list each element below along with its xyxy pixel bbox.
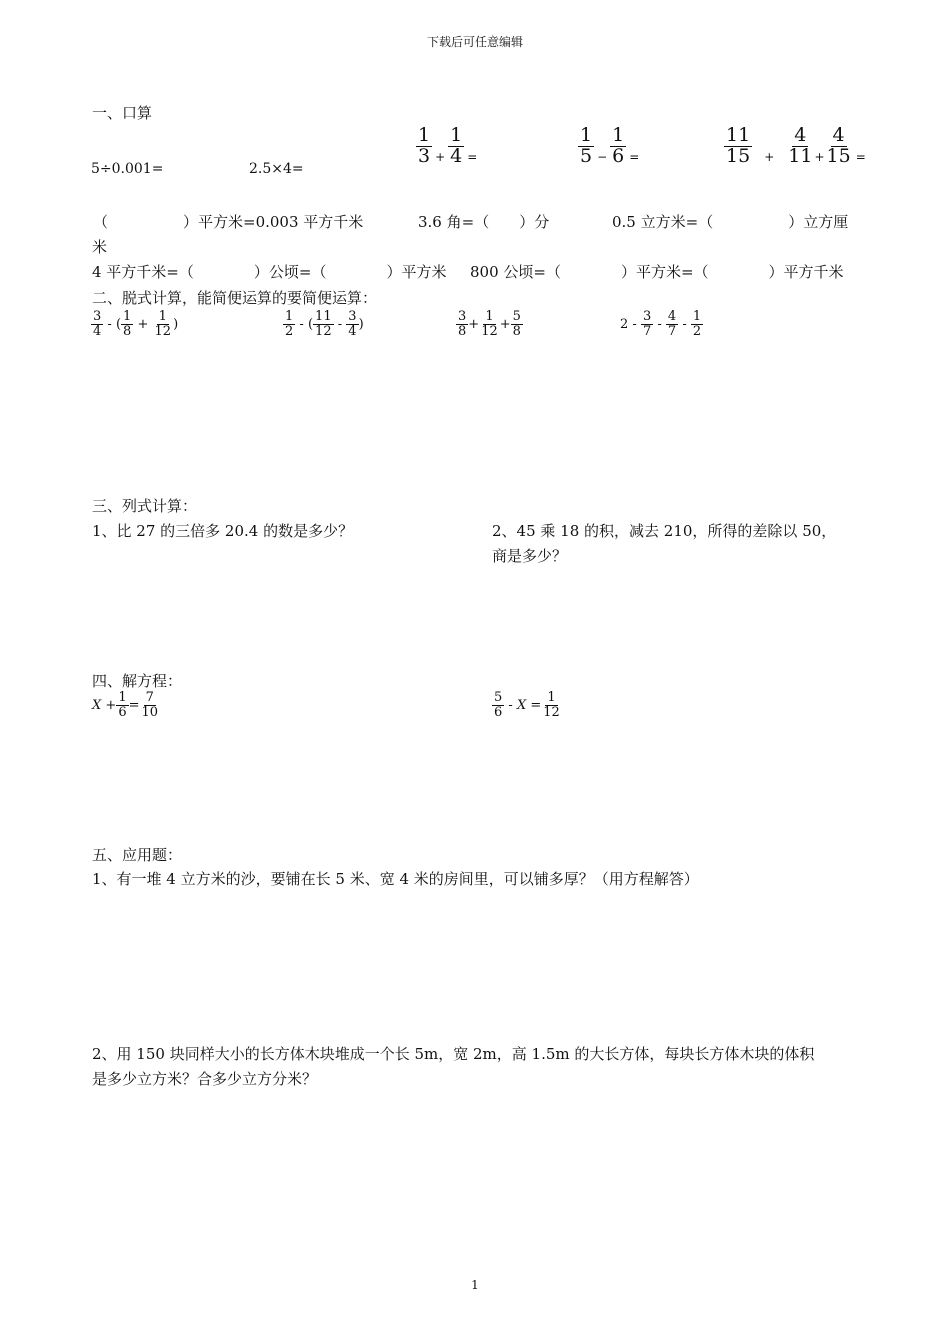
- word-calc-1: 1、比 27 的三倍多 20.4 的数是多少？: [92, 522, 354, 540]
- equation-2: $\frac{5}{6}$ - X = $\frac{1}{12}$: [494, 690, 560, 720]
- section-5-title: 五、应用题：: [92, 846, 183, 864]
- word-calc-2: 2、45 乘 18 的积，减去 210，所得的差除以 50，: [492, 522, 837, 540]
- mental-calc-2: 2.5×4=: [249, 161, 304, 177]
- unit-fill-3-wrap: 米: [92, 238, 108, 256]
- section-3-title: 三、列式计算：: [92, 497, 198, 515]
- fraction: $\frac{4}{11}$: [788, 124, 813, 167]
- mental-calc-5: $\frac{11}{15}$ + $\frac{4}{11}$ + $\frac{4}{15}$ =: [726, 124, 866, 167]
- section-4-title: 四、解方程：: [92, 672, 183, 690]
- expression-4: 2 - $\frac{3}{7}$ - $\frac{4}{7}$ - $\frac{1}{2}$: [620, 309, 702, 339]
- unit-fill-1: （ ）平方米=0.003 平方千米: [93, 213, 364, 231]
- page-number: 1: [471, 1278, 479, 1292]
- page-header: 下载后可任意编辑: [426, 35, 523, 49]
- section-2-title: 二、脱式计算，能简便运算的要简便运算：: [92, 289, 378, 307]
- fraction: $\frac{11}{15}$: [726, 124, 751, 167]
- fraction: $\frac{1}{4}$: [450, 124, 463, 167]
- mental-calc-1: 5÷0.001=: [91, 161, 164, 177]
- fraction: $\frac{4}{15}$: [826, 124, 851, 167]
- unit-fill-4: 4 平方千米=（ ）公顷=（ ）平方米: [92, 263, 447, 281]
- fraction: $\frac{1}{3}$: [418, 124, 431, 167]
- word-problem-2: 2、用 150 块同样大小的长方体木块堆成一个长 5m，宽 2m，高 1.5m 的大长方体，每块长方体木块的体积: [92, 1045, 815, 1063]
- unit-fill-2: 3.6 角=（ ）分: [418, 213, 550, 231]
- fraction: $\frac{1}{5}$: [580, 124, 593, 167]
- expression-2: $\frac{1}{2}$ - ( $\frac{11}{12}$ - $\frac{3}{4}$ ): [285, 309, 364, 339]
- unit-fill-5: 800 公顷=（ ）平方米=（ ）平方千米: [470, 263, 844, 281]
- unit-fill-3: 0.5 立方米=（ ）立方厘: [612, 213, 849, 231]
- fraction: $\frac{1}{6}$: [612, 124, 625, 167]
- mental-calc-4: $\frac{1}{5}$ − $\frac{1}{6}$ =: [580, 124, 640, 167]
- mental-calc-3: $\frac{1}{3}$ + $\frac{1}{4}$ =: [418, 124, 478, 167]
- expression-1: $\frac{3}{4}$ - ( $\frac{1}{8}$ + $\frac{1}{12}$ ): [93, 309, 179, 339]
- section-1-title: 一、口算: [92, 104, 153, 122]
- equation-1: X + $\frac{1}{6}$ = $\frac{7}{10}$: [92, 690, 159, 720]
- word-calc-2-wrap: 商是多少？: [492, 547, 568, 565]
- expression-3: $\frac{3}{8}$ + $\frac{1}{12}$ + $\frac{5}{8}$: [458, 309, 521, 339]
- word-problem-1: 1、有一堆 4 立方米的沙，要铺在长 5 米、宽 4 米的房间里，可以铺多厚？（用方程解答）: [92, 870, 699, 888]
- word-problem-2-wrap: 是多少立方米？合多少立方分米？: [92, 1070, 318, 1088]
